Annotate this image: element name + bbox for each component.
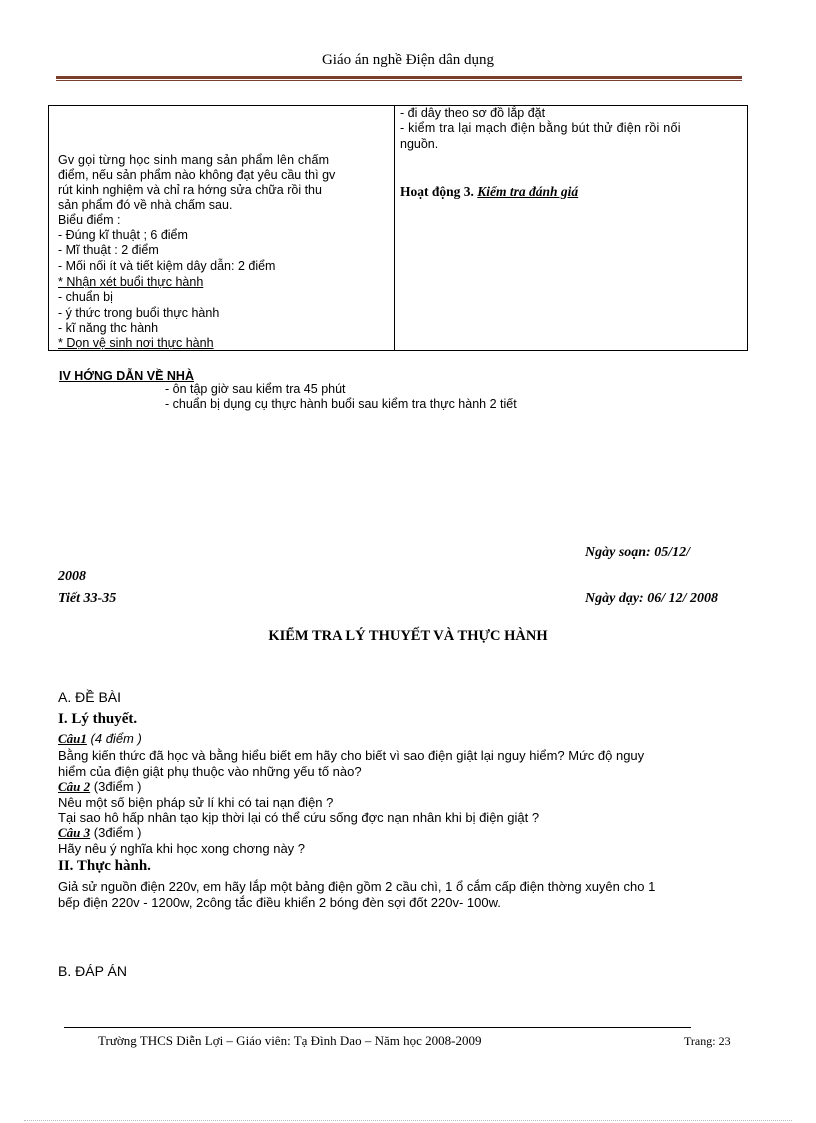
left-cell-subheading: * Nhận xét buổi thực hành	[58, 275, 204, 289]
left-cell-line: Gv gọi từng học sinh mang sản phẩm lên chấm	[58, 153, 330, 167]
left-cell-line: điểm, nếu sản phẩm nào không đạt yêu cầu thì gv	[58, 168, 336, 182]
lesson-period: Tiết 33-35	[58, 591, 117, 606]
left-cell-line: rút kinh nghiệm và chỉ ra hớng sửa chữa rồi thu	[58, 183, 322, 197]
left-cell-line: - ý thức trong buổi thực hành	[58, 306, 220, 320]
question-1-points: (4 điểm )	[90, 731, 142, 746]
theory-heading: I. Lý thuyết.	[58, 711, 138, 727]
right-cell-line: nguồn.	[400, 137, 439, 151]
left-cell-subheading: * Dọn vệ sinh nơi thực hành	[58, 336, 214, 350]
question-text: Bằng kiến thức đã học và bằng hiểu biết em hãy cho biết vì sao điện giật lại nguy hiểm? Mức độ nguy	[58, 748, 645, 763]
activity-label: Hoạt động 3.	[400, 184, 474, 199]
left-cell-line: - chuẩn bị	[58, 290, 113, 304]
exam-title: KIỂM TRA LÝ THUYẾT VÀ THỰC HÀNH	[268, 628, 548, 644]
practice-heading: II. Thực hành.	[58, 858, 151, 874]
question-3-points: (3điểm )	[93, 825, 142, 840]
activity-3-heading	[400, 184, 578, 200]
footer-rule	[64, 1027, 691, 1028]
guide-item: - chuẩn bị dụng cụ thực hành buổi sau kiểm tra thực hành 2 tiết	[165, 397, 517, 411]
prep-year: 2008	[58, 569, 86, 584]
left-cell-line: - kĩ năng thc hành	[58, 321, 159, 335]
guide-item: - ôn tập giờ sau kiểm tra 45 phút	[165, 382, 346, 396]
section-b-heading: B. ĐÁP ÁN	[58, 963, 127, 979]
teach-date: Ngày dạy: 06/ 12/ 2008	[585, 591, 718, 606]
prep-date: Ngày soạn: 05/12/	[585, 545, 690, 560]
header-rule-thin	[56, 80, 742, 81]
right-cell-line: - kiểm tra lại mạch điện bằng bút thử điện rồi nối	[400, 121, 681, 135]
question-2-label: Câu 2	[58, 779, 91, 794]
question-text: Tại sao hô hấp nhân tạo kịp thời lại có thể cứu sống đợc nạn nhân khi bị điện giật ?	[58, 810, 540, 825]
question-text: Hãy nêu ý nghĩa khi học xong chơng này ?	[58, 841, 306, 856]
question-2-header	[58, 779, 141, 795]
page-number: Trang: 23	[684, 1034, 731, 1048]
question-3-label: Câu 3	[58, 825, 91, 840]
question-2-points: (3điểm )	[93, 779, 142, 794]
left-cell-line: - Mối nối ít và tiết kiệm dây dẫn: 2 điểm	[58, 259, 276, 273]
question-1-label: Câu1	[58, 731, 87, 746]
question-text: Nêu một số biện pháp sử lí khi có tai nạn điện ?	[58, 795, 334, 810]
page-bottom-border	[24, 1120, 792, 1121]
practice-text: bếp điện 220v - 1200w, 2công tắc điều khiển 2 bóng đèn sợi đốt 220v- 100w.	[58, 895, 501, 910]
left-cell-line: - Đúng kĩ thuật ; 6 điểm	[58, 228, 188, 242]
practice-text: Giả sử nguồn điện 220v, em hãy lắp một bảng điện gồm 2 cầu chì, 1 ổ cắm cấp điện thờng xuyên cho 1	[58, 879, 656, 894]
footer-text: Trường THCS Diễn Lợi – Giáo viên: Tạ Đình Dao – Năm học 2008-2009	[98, 1033, 482, 1048]
question-text: hiểm của điện giật phụ thuộc vào những yếu tố nào?	[58, 764, 362, 779]
section-a-heading: A. ĐỀ BÀI	[58, 689, 122, 705]
page-header-title: Giáo án nghề Điện dân dụng	[321, 52, 495, 68]
left-cell-line: sản phẩm đó về nhà chấm sau.	[58, 198, 233, 212]
question-3-header	[58, 825, 141, 841]
question-1-header	[58, 731, 142, 747]
header-rule	[56, 76, 742, 79]
left-cell-line: - Mĩ thuật : 2 điểm	[58, 243, 159, 257]
table-column-divider	[394, 105, 395, 351]
left-cell-line: Biểu điểm :	[58, 213, 121, 227]
right-cell-line: - đi dây theo sơ đồ lắp đặt	[400, 106, 546, 120]
activity-title: Kiểm tra đánh giá	[477, 184, 579, 199]
guide-heading: IV HỚNG DẪN VỀ NHÀ	[59, 369, 194, 383]
